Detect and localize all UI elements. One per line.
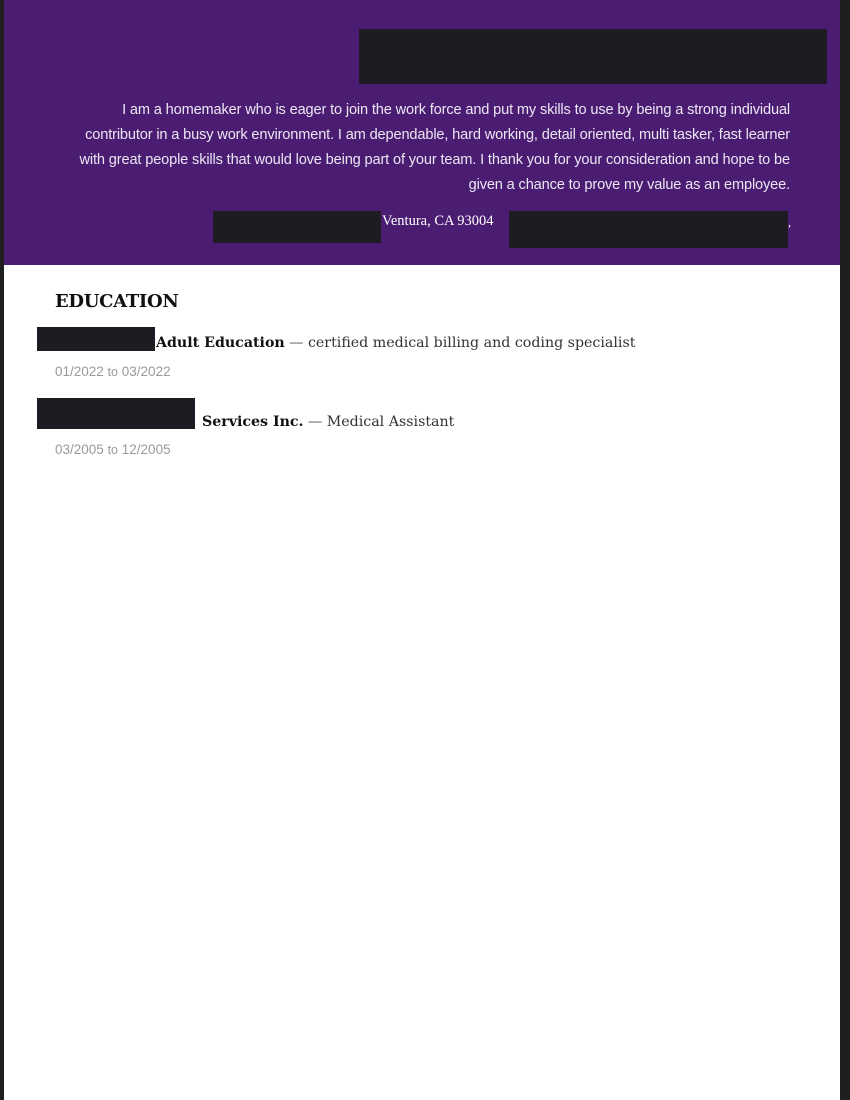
date-start: 01/2022 (55, 364, 104, 379)
education-dates (55, 363, 171, 381)
redacted-school-name (37, 327, 155, 351)
education-entry-line (202, 413, 454, 431)
date-end: 03/2022 (121, 364, 171, 379)
redacted-contact-left (213, 211, 381, 243)
resume-page (4, 0, 840, 1100)
education-dates (55, 441, 171, 459)
entry-dash: — (308, 414, 323, 430)
education-program: certified medical billing and coding specialist (307, 335, 636, 351)
education-section-title: EDUCATION (55, 291, 179, 312)
education-school: Services Inc. (202, 414, 304, 430)
redacted-contact-right (509, 211, 788, 248)
profile-summary: I am a homemaker who is eager to join the work force and put my skills to use by being a strong individual contributor in a busy work environment. I am dependable, hard working, detail oriented, multi tasker, fast learner with great people skills that would love being part of your team. I thank you for your consideration and hope to be given a chance to prove my value as an employee. (79, 102, 790, 193)
education-school: Adult Education (156, 335, 285, 351)
contact-separator: , (788, 215, 791, 229)
date-to: to (107, 365, 119, 379)
contact-location: Ventura, CA 93004 (382, 213, 494, 229)
education-program: Medical Assistant (326, 414, 455, 430)
date-to: to (107, 443, 119, 457)
date-end: 12/2005 (121, 442, 171, 457)
redacted-school-name (37, 398, 195, 429)
date-start: 03/2005 (55, 442, 104, 457)
redacted-name-block (359, 29, 827, 84)
resume-header (4, 0, 840, 265)
entry-dash: — (289, 335, 304, 351)
education-entry-line (156, 334, 635, 352)
